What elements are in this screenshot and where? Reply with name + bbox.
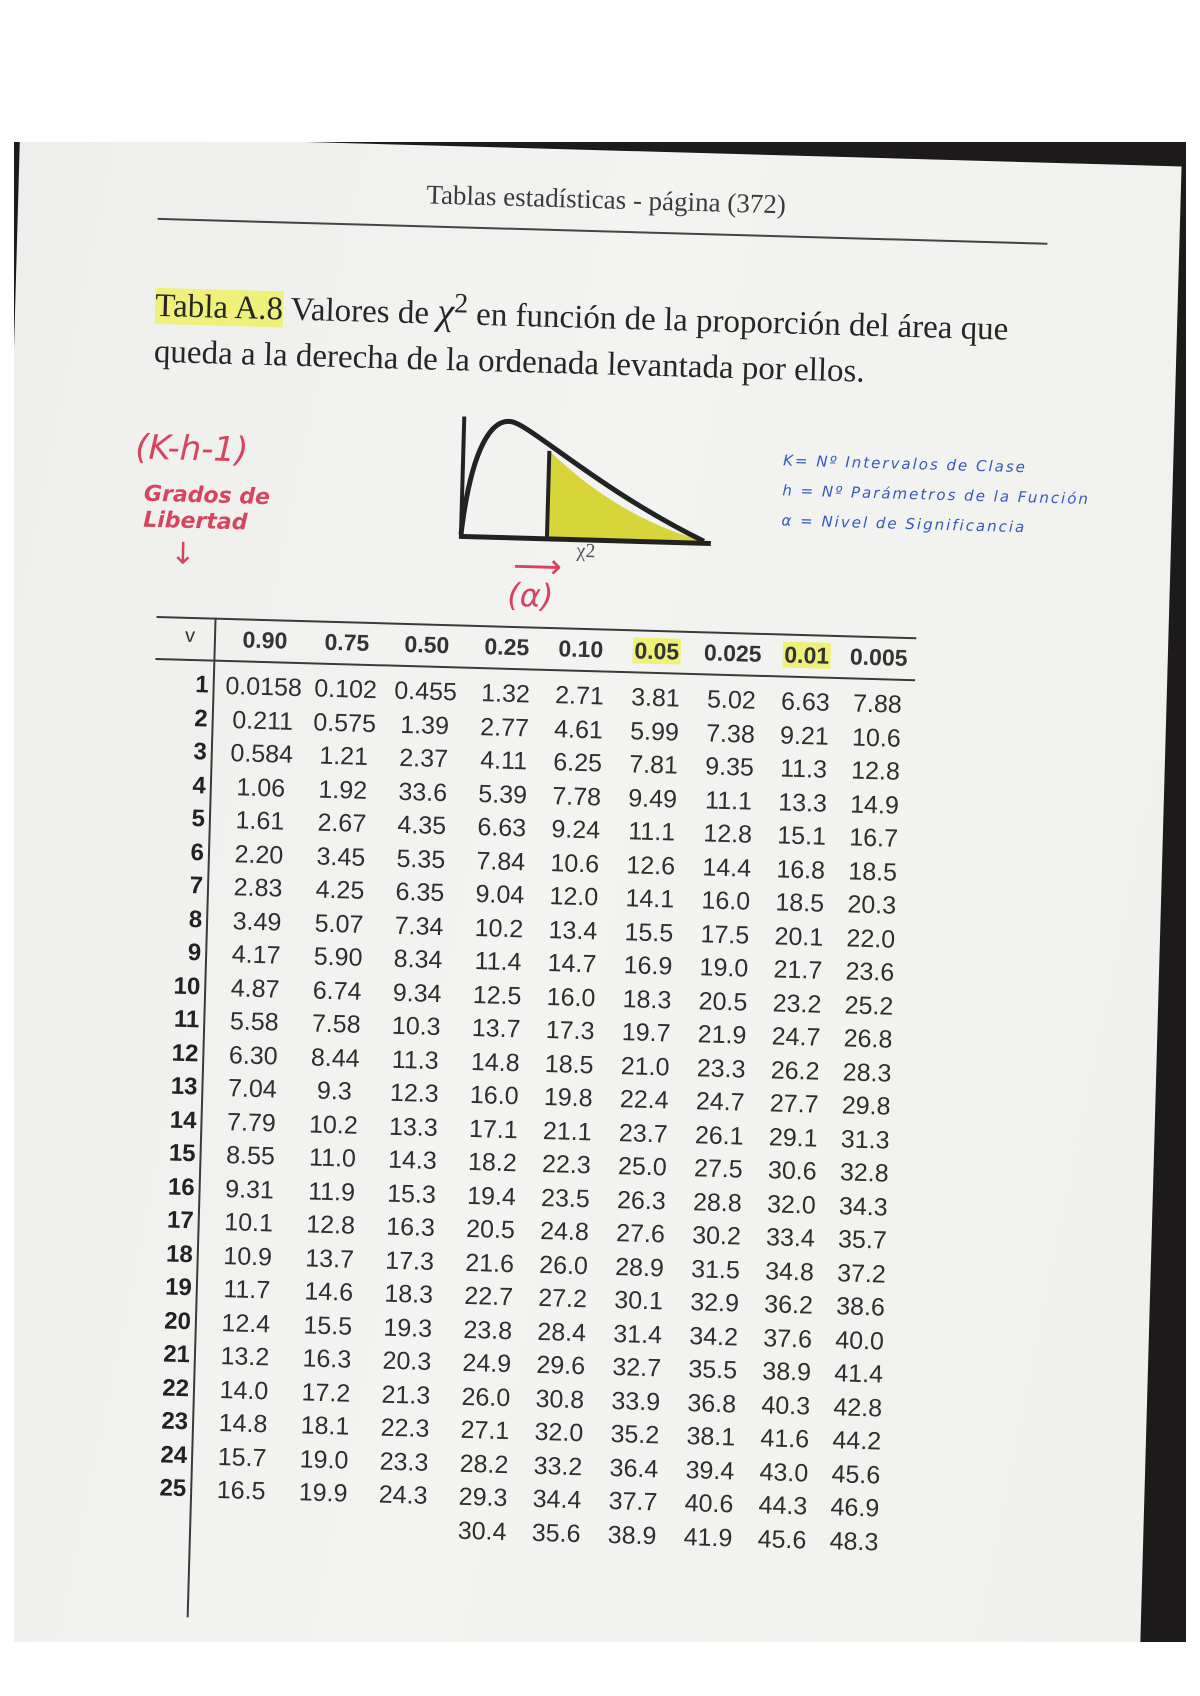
table-cell: 13.2 xyxy=(220,1342,270,1372)
table-cell: 17.2 xyxy=(301,1377,351,1408)
table-cell: 38.9 xyxy=(762,1357,812,1387)
table-cell: 18.5 xyxy=(775,888,825,918)
table-cell: 3.45 xyxy=(316,842,366,872)
table-cell: 23.5 xyxy=(540,1183,591,1213)
table-cell: 14.8 xyxy=(470,1047,520,1077)
table-cell: 26.1 xyxy=(694,1120,745,1151)
table-cell: 8.34 xyxy=(393,944,443,975)
table-cell: 6.30 xyxy=(228,1040,279,1071)
table-cell: 34.4 xyxy=(532,1484,582,1515)
table-cell: 16.8 xyxy=(776,854,826,885)
degrees-of-freedom-cell: 9 xyxy=(187,939,202,967)
table-cell: 30.4 xyxy=(457,1516,507,1546)
handwritten-def-k: K= Nº Intervalos de Clase xyxy=(782,451,1028,477)
table-cell: 16.0 xyxy=(701,886,751,916)
table-cell: 31.4 xyxy=(613,1319,663,1349)
table-cell: 26.0 xyxy=(538,1250,589,1280)
degrees-of-freedom-cell: 21 xyxy=(162,1340,191,1369)
table-cell: 0.102 xyxy=(313,674,378,705)
table-cell: 27.7 xyxy=(769,1089,819,1119)
table-cell: 28.2 xyxy=(459,1449,509,1479)
table-cell: 6.25 xyxy=(552,748,603,778)
table-cell: 15.1 xyxy=(776,821,827,851)
column-header: 0.05 xyxy=(634,637,680,665)
table-cell: 0.455 xyxy=(393,676,458,707)
table-cell: 38.9 xyxy=(607,1520,657,1550)
table-cell: 7.04 xyxy=(227,1074,278,1104)
v-header: v xyxy=(184,624,196,648)
degrees-of-freedom-cell: 13 xyxy=(170,1072,198,1101)
degrees-of-freedom-cell: 8 xyxy=(188,905,203,933)
table-cell: 1.32 xyxy=(480,679,531,709)
table-cell: 7.79 xyxy=(226,1107,277,1138)
degrees-of-freedom-cell: 5 xyxy=(191,805,206,833)
table-cell: 11.1 xyxy=(627,817,676,847)
table-cell: 14.1 xyxy=(625,884,675,914)
table-cell: 31.3 xyxy=(840,1124,890,1155)
table-cell: 23.3 xyxy=(696,1053,746,1084)
table-cell: 1.21 xyxy=(319,741,369,771)
table-cell: 9.31 xyxy=(224,1174,275,1204)
table-cell: 21.6 xyxy=(464,1248,515,1278)
down-arrow-icon: ↓ xyxy=(169,536,196,573)
degrees-of-freedom-cell: 6 xyxy=(190,838,205,866)
column-header: 0.75 xyxy=(324,628,370,656)
table-cell: 2.83 xyxy=(233,873,283,903)
table-cell: 24.7 xyxy=(771,1022,821,1052)
table-cell: 26.8 xyxy=(843,1024,893,1054)
table-cell: 33.6 xyxy=(398,777,448,807)
table-cell: 5.35 xyxy=(396,844,446,874)
table-cell: 5.02 xyxy=(706,685,757,715)
table-cell: 16.5 xyxy=(216,1476,266,1506)
table-cell: 13.3 xyxy=(388,1112,439,1142)
table-cell: 19.4 xyxy=(466,1181,517,1211)
table-cell: 17.5 xyxy=(700,919,750,950)
table-cell: 5.39 xyxy=(478,779,528,809)
table-cell: 24.3 xyxy=(378,1480,428,1510)
table-cell: 17.3 xyxy=(545,1016,595,1046)
table-cell: 28.8 xyxy=(692,1187,743,1218)
table-cell: 0.575 xyxy=(313,707,377,738)
table-cell: 33.9 xyxy=(611,1386,661,1416)
table-cell: 48.3 xyxy=(829,1526,879,1557)
table-cell: 36.4 xyxy=(609,1453,659,1483)
table-cell: 32.8 xyxy=(839,1158,890,1188)
table-cell: 4.35 xyxy=(397,810,447,841)
table-cell: 15.3 xyxy=(386,1179,437,1209)
table-cell: 3.49 xyxy=(232,906,282,937)
table-cell: 20.5 xyxy=(698,986,748,1017)
table-cell: 32.0 xyxy=(766,1189,817,1220)
table-cell: 0.0158 xyxy=(225,671,303,703)
table-cell: 27.5 xyxy=(693,1154,744,1184)
degrees-of-freedom-cell: 23 xyxy=(161,1407,189,1436)
table-cell: 38.1 xyxy=(686,1422,736,1452)
table-cell: 4.25 xyxy=(315,875,365,905)
caption-text-before: Valores de xyxy=(282,291,438,332)
degrees-of-freedom-cell: 17 xyxy=(166,1206,195,1235)
table-cell: 44.2 xyxy=(832,1426,882,1456)
table-cell: 14.0 xyxy=(219,1375,269,1405)
table-cell: 10.6 xyxy=(550,848,600,878)
table-cell: 18.3 xyxy=(622,984,672,1015)
table-cell: 14.6 xyxy=(304,1277,354,1307)
table-cell: 20.5 xyxy=(465,1214,516,1245)
table-cell: 23.8 xyxy=(463,1315,513,1345)
table-cell: 0.211 xyxy=(231,705,294,736)
table-cell: 12.8 xyxy=(850,756,901,786)
table-cell: 2.71 xyxy=(554,681,605,711)
table-cell: 18.3 xyxy=(384,1279,434,1309)
table-cell: 2.77 xyxy=(479,712,530,742)
table-cell: 27.2 xyxy=(537,1283,588,1314)
table-cell: 14.7 xyxy=(547,949,597,979)
table-cell: 1.92 xyxy=(318,775,368,805)
table-cell: 29.3 xyxy=(458,1482,508,1513)
table-cell: 35.2 xyxy=(610,1420,660,1450)
table-cell: 21.7 xyxy=(773,955,823,985)
table-cell: 12.3 xyxy=(389,1078,440,1109)
table-cell: 16.3 xyxy=(385,1212,436,1243)
degrees-of-freedom-cell: 12 xyxy=(171,1039,199,1067)
degrees-of-freedom-cell: 1 xyxy=(194,671,210,699)
table-cell: 39.4 xyxy=(685,1455,735,1485)
table-cell: 15.5 xyxy=(303,1310,353,1341)
degrees-of-freedom-cell: 16 xyxy=(167,1173,196,1201)
chi-axis-label: χ2 xyxy=(576,539,596,563)
degrees-of-freedom-cell: 20 xyxy=(163,1306,192,1335)
ordinate-line xyxy=(547,451,549,539)
table-cell: 42.8 xyxy=(833,1392,883,1423)
table-cell: 4.17 xyxy=(231,940,281,970)
table-cell: 43.0 xyxy=(759,1457,809,1488)
table-cell: 1.39 xyxy=(399,710,450,740)
table-cell: 0.584 xyxy=(230,739,294,769)
column-header: 0.01 xyxy=(784,641,830,669)
table-cell: 22.3 xyxy=(380,1413,430,1443)
table-cell: 11.7 xyxy=(223,1275,271,1305)
book-page xyxy=(14,142,1182,1642)
table-cell: 15.5 xyxy=(624,917,674,948)
table-cell: 30.6 xyxy=(767,1156,818,1186)
table-cell: 4.61 xyxy=(553,714,604,745)
table-cell: 5.99 xyxy=(629,716,680,747)
table-cell: 18.5 xyxy=(848,856,898,887)
table-cell: 37.2 xyxy=(836,1258,887,1289)
chi-symbol: χ xyxy=(436,290,455,334)
column-header: 0.50 xyxy=(404,630,450,659)
table-cell: 18.1 xyxy=(300,1411,350,1441)
table-cell: 32.0 xyxy=(534,1417,584,1448)
table-cell: 12.0 xyxy=(549,882,599,912)
degrees-of-freedom-cell: 22 xyxy=(161,1373,190,1402)
table-cell: 30.1 xyxy=(613,1286,664,1316)
table-cell: 11.3 xyxy=(779,754,828,784)
table-cell: 11.4 xyxy=(474,947,522,977)
table-cell: 8.44 xyxy=(310,1042,361,1073)
table-cell: 23.2 xyxy=(772,988,822,1019)
table-cell: 31.5 xyxy=(690,1254,741,1285)
table-cell: 22.3 xyxy=(541,1149,592,1180)
table-cell: 7.78 xyxy=(551,781,602,811)
table-cell: 9.21 xyxy=(779,720,830,751)
table-cell: 22.4 xyxy=(619,1085,669,1115)
table-cell: 7.58 xyxy=(311,1009,361,1039)
table-cell: 10.6 xyxy=(851,722,902,753)
table-cell: 8.55 xyxy=(225,1141,276,1171)
table-cell: 29.6 xyxy=(536,1350,586,1381)
table-cell: 45.6 xyxy=(831,1459,881,1490)
table-cell: 7.34 xyxy=(394,911,444,941)
photo-frame xyxy=(14,142,1186,1642)
table-cell: 14.8 xyxy=(218,1409,268,1439)
chi-square-table xyxy=(157,616,917,1557)
degrees-of-freedom-cell: 14 xyxy=(169,1106,197,1134)
table-cell: 2.67 xyxy=(317,808,367,838)
column-header: 0.10 xyxy=(558,635,604,663)
degrees-of-freedom-cell: 25 xyxy=(159,1474,187,1503)
table-cell: 26.0 xyxy=(461,1382,511,1412)
table-cell: 15.7 xyxy=(217,1442,267,1472)
table-cell: 19.0 xyxy=(699,953,749,983)
handwritten-degrees-line1: Grados de xyxy=(143,481,271,511)
table-cell: 28.4 xyxy=(537,1317,587,1347)
table-cell: 10.2 xyxy=(474,913,524,943)
table-cell: 35.6 xyxy=(531,1518,581,1548)
degrees-of-freedom-cell: 3 xyxy=(193,738,208,766)
table-cell: 12.6 xyxy=(626,850,676,881)
table-cell: 36.2 xyxy=(763,1290,814,1320)
table-cell: 16.9 xyxy=(623,951,673,981)
table-cell: 23.6 xyxy=(845,957,895,987)
table-cell: 30.2 xyxy=(691,1221,742,1251)
table-cell: 41.4 xyxy=(833,1359,884,1389)
caption-text-after: en función de la proporción del área que queda a la derecha de la ordenada levantada por ellos. xyxy=(153,296,1009,390)
table-cell: 7.88 xyxy=(852,689,903,719)
handwritten-alpha: (α) xyxy=(506,575,554,616)
table-cell: 13.7 xyxy=(304,1243,355,1274)
table-cell: 40.3 xyxy=(761,1390,811,1421)
table-cell: 9.24 xyxy=(551,815,601,845)
table-cell: 21.0 xyxy=(620,1051,670,1081)
degrees-of-freedom-cell: 7 xyxy=(189,872,204,900)
table-cell: 25.0 xyxy=(617,1152,668,1182)
table-cell: 20.3 xyxy=(382,1346,432,1376)
table-cell: 37.6 xyxy=(762,1323,813,1354)
table-cell: 9.3 xyxy=(316,1076,353,1106)
table-cell: 14.3 xyxy=(387,1145,438,1176)
table-cell: 34.3 xyxy=(838,1191,889,1222)
handwritten-def-h: h = Nº Parámetros de la Función xyxy=(782,481,1091,509)
table-cell: 5.07 xyxy=(314,909,364,939)
table-label: Tabla A.8 xyxy=(154,287,284,328)
table-cell: 5.90 xyxy=(313,942,363,972)
table-cell: 26.3 xyxy=(616,1185,667,1215)
table-cell: 29.8 xyxy=(841,1091,891,1121)
column-header: 0.90 xyxy=(242,626,288,654)
table-cell: 10.3 xyxy=(391,1011,441,1042)
table-cell: 5.58 xyxy=(229,1007,280,1037)
right-arrow-icon: ⟶ xyxy=(512,545,563,588)
table-cell: 9.34 xyxy=(392,978,442,1008)
table-cell: 14.9 xyxy=(849,789,900,820)
degrees-of-freedom-cell: 4 xyxy=(192,771,207,799)
table-cell: 1.61 xyxy=(235,806,285,836)
table-cell: 9.35 xyxy=(704,752,755,782)
table-cell: 45.6 xyxy=(757,1524,807,1554)
table-cell: 6.63 xyxy=(477,813,527,843)
degrees-of-freedom-cell: 11 xyxy=(173,1005,200,1034)
table-cell: 6.35 xyxy=(395,877,445,908)
table-cell: 20.3 xyxy=(847,890,897,920)
table-cell: 40.6 xyxy=(684,1489,734,1519)
table-cell: 32.7 xyxy=(612,1353,662,1383)
table-cell: 18.5 xyxy=(544,1049,594,1079)
table-cell: 16.0 xyxy=(469,1080,520,1111)
degrees-of-freedom-cell: 2 xyxy=(194,704,209,732)
table-cell: 9.04 xyxy=(475,880,525,910)
table-cell: 6.63 xyxy=(780,687,831,717)
table-cell: 24.7 xyxy=(695,1087,745,1117)
table-cell: 41.6 xyxy=(760,1424,810,1454)
table-cell: 17.3 xyxy=(384,1246,435,1276)
table-cell: 12.4 xyxy=(221,1308,271,1338)
table-cell: 7.38 xyxy=(705,718,756,749)
table-cell: 13.4 xyxy=(548,915,598,945)
table-cell: 10.1 xyxy=(223,1208,274,1238)
table-cell: 28.3 xyxy=(842,1057,892,1088)
table-cell: 16.0 xyxy=(546,982,596,1012)
table-cell: 40.0 xyxy=(834,1325,885,1356)
table-cell: 19.0 xyxy=(299,1444,349,1475)
degrees-of-freedom-cell: 24 xyxy=(160,1440,188,1469)
column-header: 0.25 xyxy=(484,633,530,661)
table-cell: 11.1 xyxy=(704,785,753,816)
table-cell: 19.3 xyxy=(383,1313,433,1343)
table-cell: 19.7 xyxy=(621,1018,671,1048)
header-rule xyxy=(158,218,1048,245)
table-cell: 16.7 xyxy=(848,823,899,853)
table-cell: 25.2 xyxy=(844,990,894,1021)
table-cell: 24.8 xyxy=(539,1216,590,1247)
table-cell: 34.8 xyxy=(764,1256,815,1287)
table-cell: 2.20 xyxy=(234,839,284,870)
table-cell: 29.1 xyxy=(768,1122,818,1153)
table-cell: 11.0 xyxy=(308,1143,357,1173)
column-header: 0.005 xyxy=(849,643,908,671)
degrees-of-freedom-cell: 10 xyxy=(173,972,201,1000)
table-cell: 21.1 xyxy=(542,1116,593,1146)
table-cell: 14.4 xyxy=(702,852,752,883)
table-cell: 12.5 xyxy=(472,980,522,1010)
table-header-row xyxy=(156,624,917,675)
table-cell: 10.2 xyxy=(308,1109,359,1140)
table-cell: 28.9 xyxy=(614,1252,665,1282)
table-cell: 35.7 xyxy=(837,1225,888,1255)
handwritten-degrees-line2: Libertad xyxy=(142,507,248,536)
table-cell: 16.3 xyxy=(302,1344,352,1374)
table-cell: 27.6 xyxy=(615,1219,666,1249)
table-cell: 11.3 xyxy=(391,1045,440,1075)
handwritten-def-alpha: α = Nivel de Significancia xyxy=(781,511,1027,537)
table-cell: 12.8 xyxy=(703,819,753,849)
table-cell: 37.7 xyxy=(608,1486,658,1517)
table-cell: 46.9 xyxy=(830,1493,880,1523)
table-cell: 23.3 xyxy=(379,1447,429,1477)
table-cell: 13.7 xyxy=(471,1013,521,1044)
table-cell: 7.81 xyxy=(628,750,679,780)
table-cell: 21.3 xyxy=(381,1380,431,1410)
table-cell: 26.2 xyxy=(770,1055,820,1086)
table-cell: 13.3 xyxy=(777,787,828,818)
table-cell: 23.7 xyxy=(618,1118,669,1148)
degrees-of-freedom-cell: 18 xyxy=(165,1240,194,1268)
table-cell: 30.8 xyxy=(535,1384,585,1414)
column-header: 0.025 xyxy=(703,639,762,667)
table-cell: 11.9 xyxy=(307,1176,356,1207)
table-cell: 20.1 xyxy=(774,921,824,952)
chi-square-density-figure xyxy=(448,406,753,584)
table-cell: 44.3 xyxy=(758,1491,808,1521)
table-cell: 12.8 xyxy=(305,1210,356,1240)
table-cell: 3.81 xyxy=(630,683,681,713)
table-cell: 35.5 xyxy=(688,1355,738,1385)
table-cell: 18.2 xyxy=(467,1147,518,1178)
table-cell: 4.87 xyxy=(230,973,280,1004)
table-cell: 7.84 xyxy=(476,846,526,876)
table-cell: 34.2 xyxy=(688,1321,739,1352)
table-cell: 36.8 xyxy=(687,1388,737,1418)
handwritten-formula: (K-h-1) xyxy=(134,427,249,471)
table-cell: 2.37 xyxy=(398,743,449,774)
table-cell: 1.06 xyxy=(236,772,286,803)
table-cell: 4.11 xyxy=(479,746,528,776)
table-cell: 19.9 xyxy=(298,1478,348,1508)
table-cell: 33.2 xyxy=(533,1451,583,1481)
table-cell: 19.8 xyxy=(543,1083,594,1113)
table-cell: 10.9 xyxy=(223,1241,273,1271)
table-cell: 41.9 xyxy=(683,1522,733,1552)
table-cell: 27.1 xyxy=(460,1415,510,1446)
table-cell: 6.74 xyxy=(312,976,362,1006)
table-cell: 38.6 xyxy=(835,1292,886,1322)
degrees-of-freedom-cell: 19 xyxy=(164,1273,193,1302)
table-cell: 22.0 xyxy=(846,923,896,954)
degrees-of-freedom-cell: 15 xyxy=(168,1139,196,1168)
table-cell: 33.4 xyxy=(765,1223,816,1253)
table-cell: 21.9 xyxy=(697,1020,747,1050)
table-cell: 22.7 xyxy=(463,1281,514,1312)
table-cell: 9.49 xyxy=(627,783,678,814)
table-caption xyxy=(153,273,1036,400)
running-head: Tablas estadísticas - página (372) xyxy=(426,179,787,220)
table-cell: 32.9 xyxy=(689,1288,740,1318)
table-cell: 17.1 xyxy=(468,1114,519,1144)
chi-superscript: 2 xyxy=(453,288,469,320)
table-cell: 24.9 xyxy=(462,1348,512,1379)
